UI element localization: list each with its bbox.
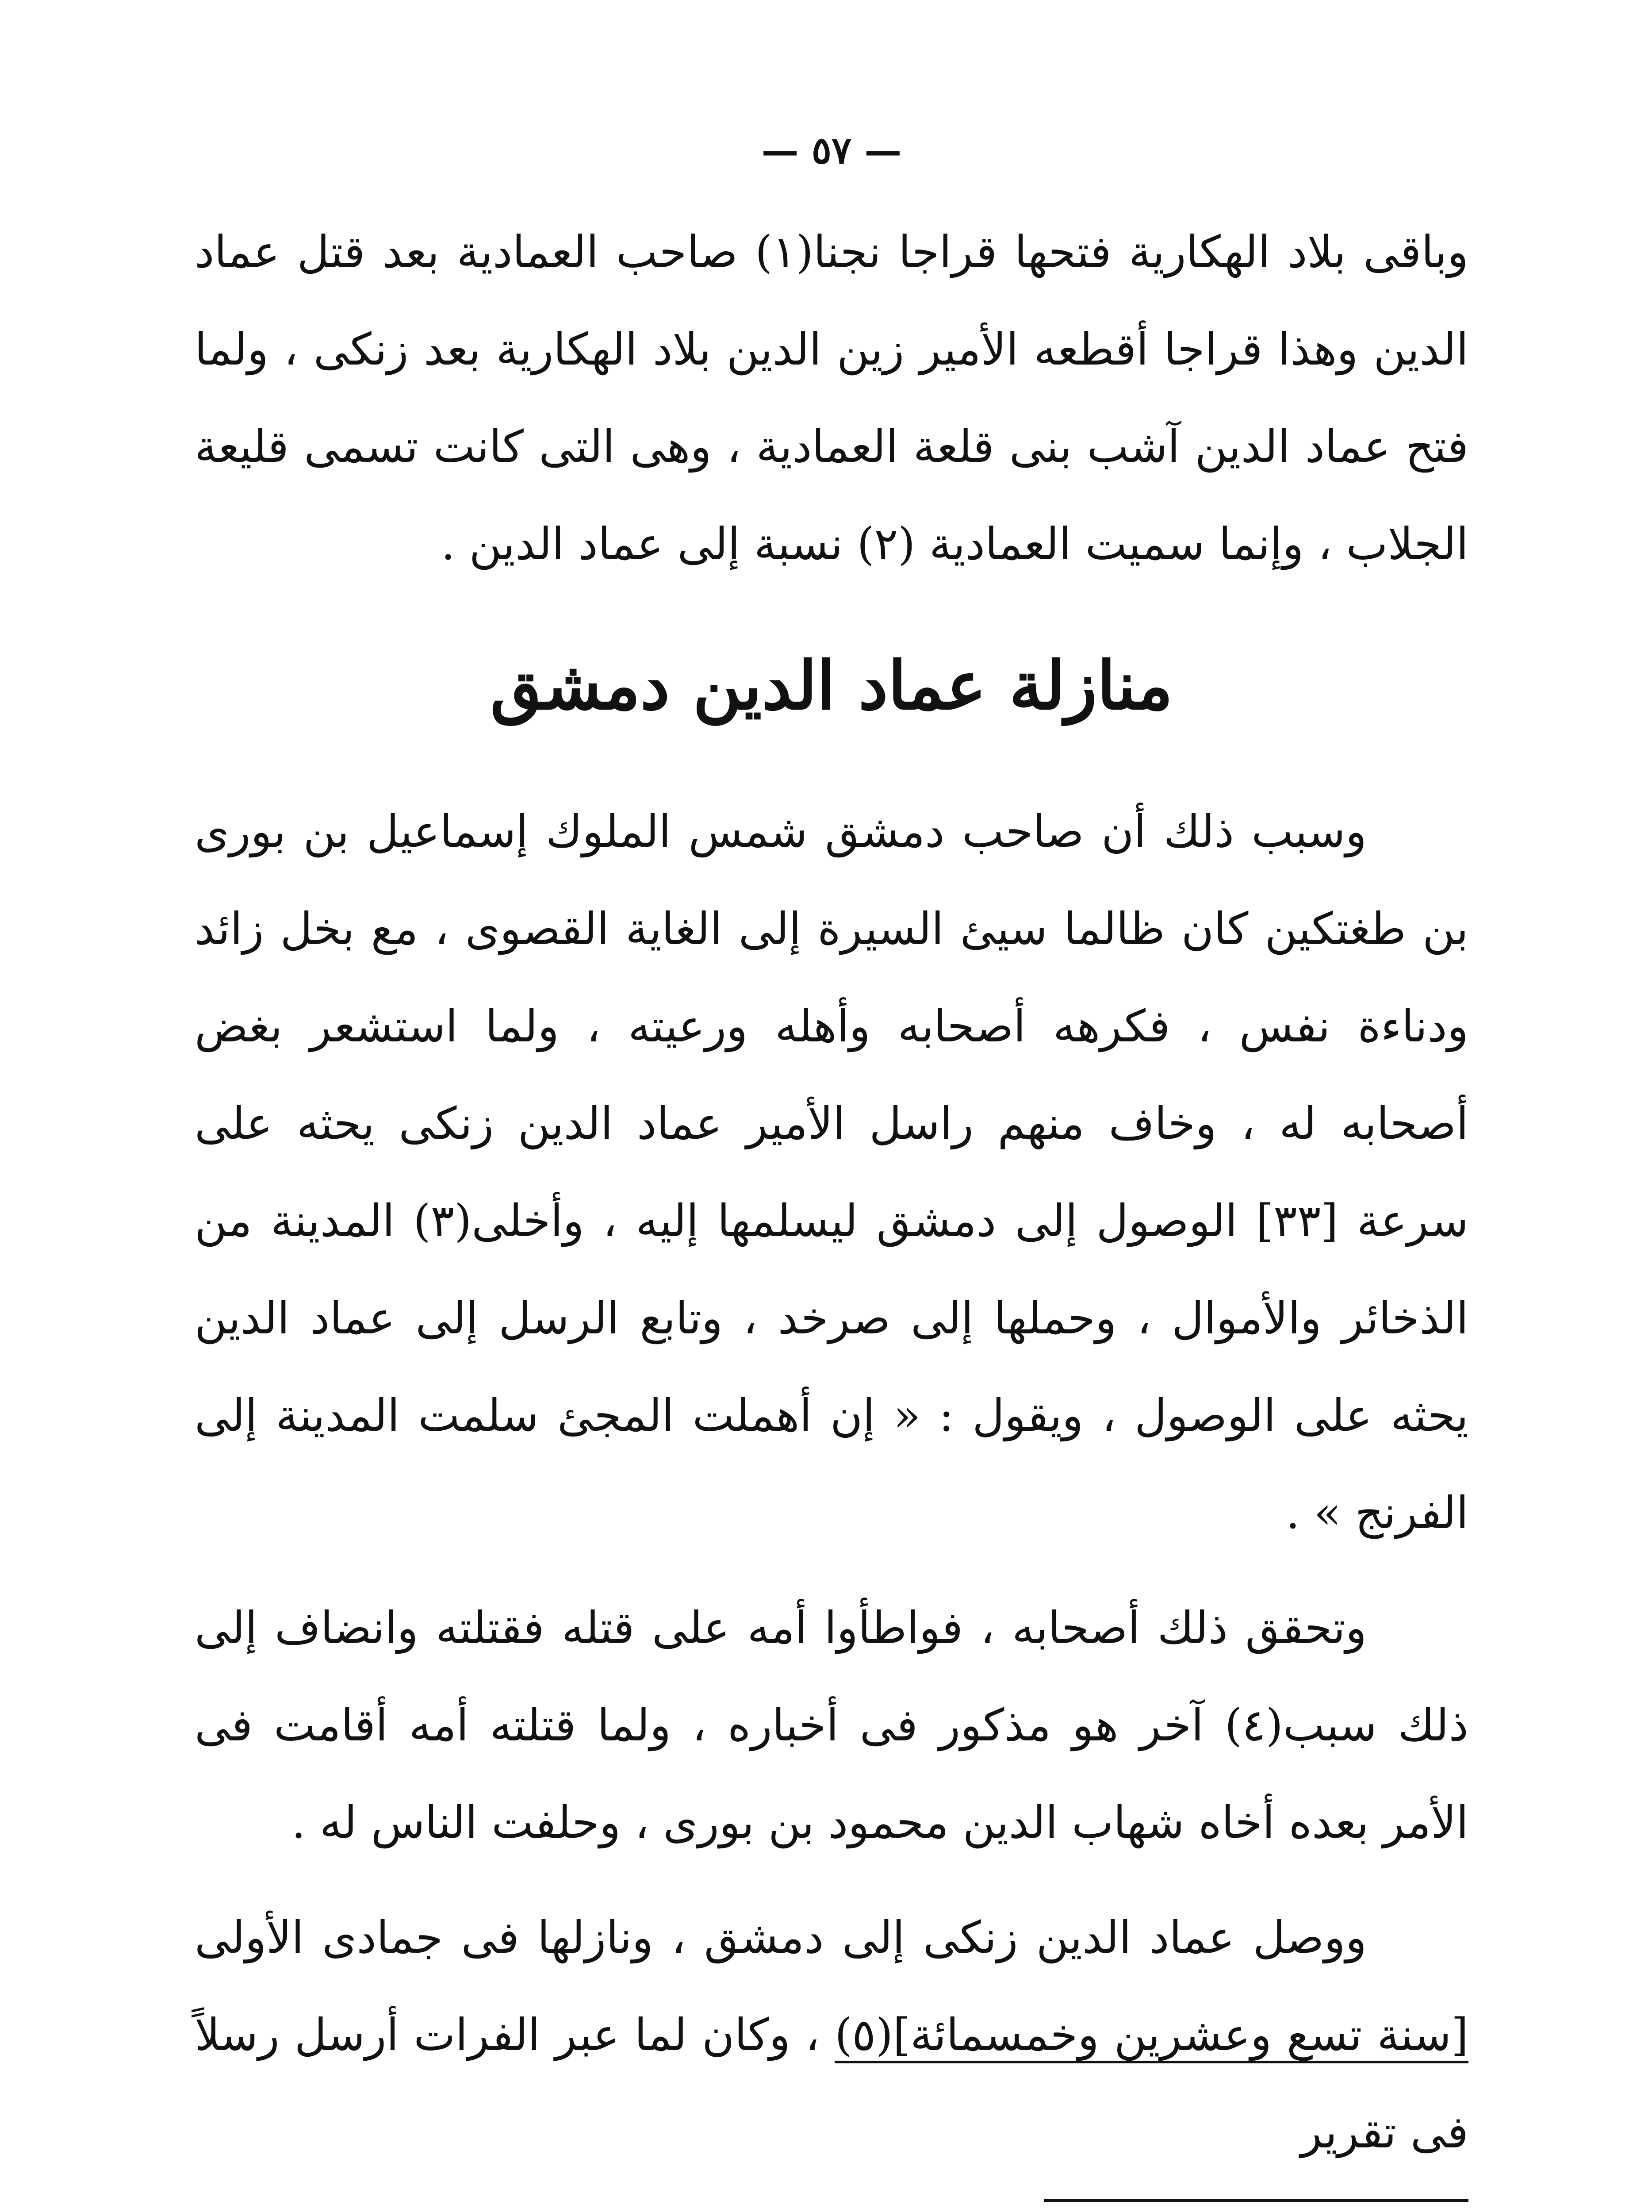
page-number: — ٥٧ — xyxy=(761,128,902,172)
footnote-divider xyxy=(1044,2199,1468,2202)
paragraph-3-bracket: [سنة تسع وعشرين وخمسمائة](٥) xyxy=(835,2009,1468,2063)
paragraph-3-main: ووصل عماد الدين زنكى إلى دمشق ، ونازلها فى جمادى الأولى xyxy=(195,1912,1367,1963)
intro-paragraph: وباقى بلاد الهكارية فتحها قراجا نجنا(١) صاحب العمادية بعد قتل عماد الدين وهذا قراجا أقطعه الأمير زين الدين بلاد الهكارية بعد زنكى ، ولما فتح عماد الدين آشب بنى قلعة العمادية ، وهى التى كانت تسمى قليعة الجلاب ، وإنما سميت العمادية (٢) نسبة إلى عماد الدين . xyxy=(195,226,1468,570)
section-heading: منازلة عماد الدين دمشق xyxy=(490,647,1173,725)
footnote-divider-wrap xyxy=(195,2199,1468,2202)
paragraph-2: وتحقق ذلك أصحابه ، فواطأوا أمه على قتله فقتلته وانضاف إلى ذلك سبب(٤) آخر هو مذكور فى أخباره ، ولما قتلته أمه أقامت فى الأمر بعده أخاه شهاب الدين محمود بن بورى ، وحلفت الناس له . xyxy=(195,1602,1468,1848)
paragraph-gap xyxy=(195,1871,1468,1889)
paragraph-3-tail: ، وكان لما عبر الفرات أرسل رسلاً فى تقرير xyxy=(195,2009,1468,2158)
paragraph-3 xyxy=(195,1889,1468,2181)
paragraph-1: وسبب ذلك أن صاحب دمشق شمس الملوك إسماعيل بن بورى بن طغتكين كان ظالما سيئ السيرة إلى الغاية القصوى ، مع بخل زائد ودناءة نفس ، فكرهه أصحابه وأهله ورعيته ، ولما استشعر بغض أصحابه له ، وخاف منهم راسل الأمير عماد الدين زنكى يحثه على سرعة [٣٣] الوصول إلى دمشق ليسلمها إليه ، وأخلى(٣) المدينة من الذخائر والأموال ، وحملها إلى صرخد ، وتابع الرسل إلى عماد الدين يحثه على الوصول ، ويقول : « إن أهملت المجئ سلمت المدينة إلى الفرنج » . xyxy=(195,806,1469,1539)
paragraph-gap xyxy=(195,1562,1468,1579)
book-page xyxy=(195,124,1468,2212)
